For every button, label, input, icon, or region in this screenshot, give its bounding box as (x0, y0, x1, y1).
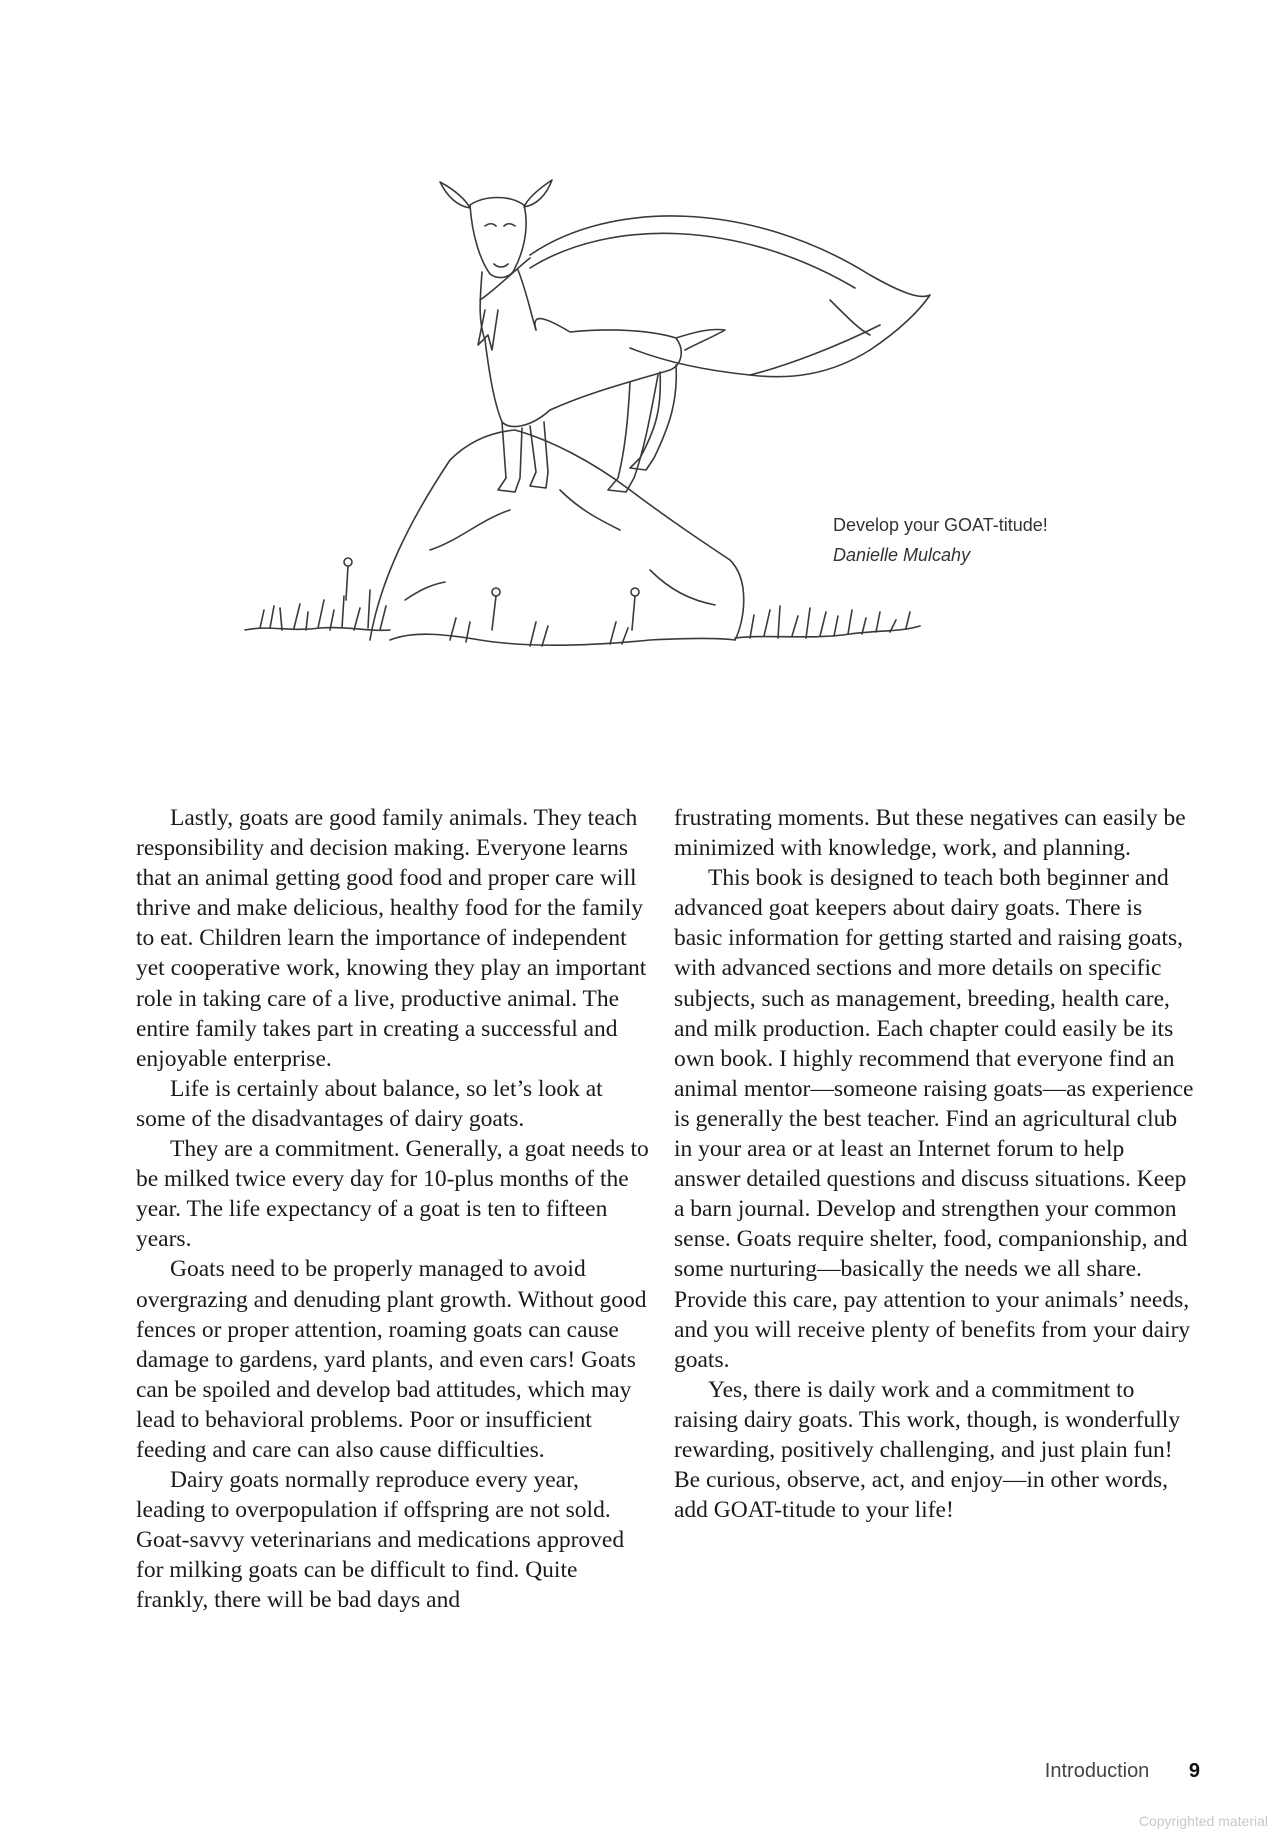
figure-caption (833, 510, 1048, 570)
right-column (674, 803, 1194, 1525)
goat-illustration (230, 160, 990, 760)
page-number: 9 (1188, 1760, 1200, 1782)
cape-drawing (530, 216, 930, 377)
caption-text: Develop your GOAT-titude! (833, 515, 1048, 535)
caption-credit: Danielle Mulcahy (833, 545, 971, 565)
paragraph: Goats need to be properly managed to avoid overgrazing and denuding plant growth. Without good fences or proper attention, roaming goats can cause damage to gardens, yard plants, and even cars! Goats can be spoiled and develop bad attitudes, which may lead to behavioral problems. Poor or insufficient feeding and care can also cause difficulties. (136, 1256, 647, 1463)
rock-drawing (370, 430, 744, 645)
paragraph: Yes, there is daily work and a commitment to raising dairy goats. This work, though, is wonderfully rewarding, positively challenging, and just plain fun! Be curious, observe, act, and enjoy—in other words, add GOAT-titude to your life! (674, 1376, 1181, 1524)
grass-drawing (245, 558, 920, 646)
goat-drawing (440, 180, 725, 492)
paragraph: Lastly, goats are good family animals. They teach responsibility and decision making. Everyone learns that an animal getting good food and proper care will thrive and make delicious, healthy food for the family to eat. Children learn the importance of independent yet cooperative work, knowing they play an important role in taking care of a live, productive animal. The entire family takes part in creating a successful and enjoyable enterprise. (136, 805, 647, 1072)
left-column (136, 803, 651, 1616)
section-title: Introduction (1044, 1760, 1150, 1782)
paragraph: They are a commitment. Generally, a goat needs to be milked twice every day for 10-plus months of the year. The life expectancy of a goat is ten to fifteen years. (136, 1136, 649, 1253)
paragraph: Dairy goats normally reproduce every year, leading to overpopulation if offspring are not sold. Goat-savvy veterinarians and medications approved for milking goats can be difficult to find. Quite frankly, there will be bad days and (136, 1467, 625, 1614)
paragraph: This book is designed to teach both beginner and advanced goat keepers about dairy goats. There is basic information for getting started and raising goats, with advanced sections and more details on specific subjects, such as management, breeding, health care, and milk production. Each chapter could easily be its own book. I highly recommend that everyone find an animal mentor—someone raising goats—as experience is generally the best teacher. Find an agricultural club in your area or at least an Internet forum to help answer detailed questions and discuss situations. Keep a barn journal. Develop and strengthen your common sense. Goats require shelter, food, companionship, and some nurturing—basically the needs we all share. Provide this care, pay attention to your animals’ needs, and you will receive plenty of benefits from your dairy goats. (674, 865, 1194, 1373)
paragraph-continued: frustrating moments. But these negatives can easily be minimized with knowledge, work, and planning. (674, 805, 1186, 862)
copyright-watermark: Copyrighted material (1138, 1813, 1268, 1829)
paragraph: Life is certainly about balance, so let’s look at some of the disadvantages of dairy goats. (136, 1075, 603, 1132)
page-footer (1045, 1760, 1200, 1783)
